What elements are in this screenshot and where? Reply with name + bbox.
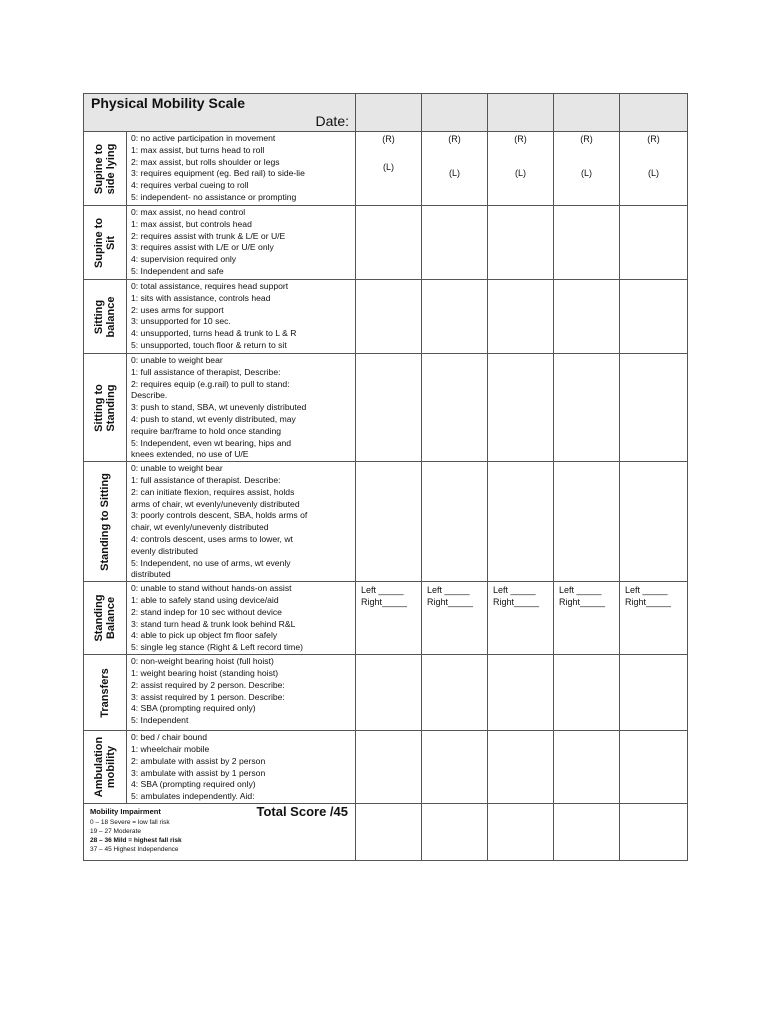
section-row [84, 132, 688, 206]
section-label [93, 384, 117, 432]
criteria-item: 3: assist required by 1 person. Describe: [131, 691, 285, 702]
criteria-item: 1: max assist, but controls head [131, 218, 252, 229]
section-label [99, 668, 111, 718]
criteria-item: 2: ambulate with assist by 2 person [131, 755, 266, 766]
legend-row: 28 – 36 Mild = highest fall risk [90, 836, 182, 844]
criteria-item: 5: Independent and safe [131, 265, 224, 276]
section-label-line: Sitting to [93, 383, 105, 432]
right-marker: (R) [382, 134, 395, 144]
section-label-cell [84, 582, 127, 655]
section-label-cell [84, 206, 127, 280]
section-label-cell [84, 731, 127, 804]
score-cell[interactable] [620, 354, 688, 462]
legend-row: 37 – 45 Highest Independence [90, 845, 179, 853]
score-cell[interactable] [488, 132, 554, 206]
total-score-cell[interactable] [620, 803, 688, 860]
section-row [84, 731, 688, 804]
score-cell[interactable] [422, 462, 488, 582]
criteria-item: 3: requires equipment (eg. Bed rail) to side-lie [131, 168, 305, 179]
score-cell[interactable] [488, 582, 554, 655]
form-title: Physical Mobility Scale [91, 95, 246, 111]
score-cell[interactable] [356, 582, 422, 655]
right-marker: (R) [647, 134, 660, 144]
criteria-item: 1: full assistance of therapist, Describe: [131, 366, 281, 377]
criteria-item: 4: requires verbal cueing to roll [131, 180, 249, 191]
criteria-item: 1: able to safely stand using device/aid [131, 594, 279, 605]
section-label-cell [84, 655, 127, 731]
section-label-cell [84, 132, 127, 206]
criteria-item: 2: max assist, but rolls shoulder or legs [131, 156, 280, 167]
right-marker: (R) [580, 134, 593, 144]
score-cell[interactable] [422, 731, 488, 804]
criteria-list [127, 354, 356, 462]
criteria-item: 5: independent- no assistance or prompting [131, 191, 297, 202]
score-cell[interactable] [554, 582, 620, 655]
section-label-line: Ambulation [93, 736, 105, 798]
criteria-item: 3: push to stand, SBA, wt unevenly distributed [131, 402, 307, 413]
criteria-item: distributed [131, 569, 171, 580]
score-cell[interactable] [422, 655, 488, 731]
criteria-item: 3: stand turn head & trunk look behind R&L [131, 618, 296, 629]
score-cell[interactable] [356, 280, 422, 354]
criteria-item: 4: SBA (prompting required only) [131, 779, 256, 790]
score-cell[interactable] [554, 280, 620, 354]
left-marker: (L) [648, 168, 659, 178]
criteria-list [127, 462, 356, 582]
criteria-item: 5: unsupported, touch floor & return to sit [131, 339, 287, 350]
section-row [84, 655, 688, 731]
total-score-label: Total Score /45 [256, 803, 348, 819]
right-field[interactable]: Right_____ [427, 597, 474, 608]
section-label-line: balance [105, 296, 117, 337]
right-field[interactable]: Right_____ [493, 597, 540, 608]
score-cell[interactable] [620, 582, 688, 655]
criteria-list [127, 206, 356, 280]
criteria-item: 1: wheelchair mobile [131, 743, 210, 754]
criteria-item: 0: unable to weight bear [131, 355, 223, 365]
criteria-item: 4: SBA (prompting required only) [131, 703, 256, 714]
criteria-item: 3: unsupported for 10 sec. [131, 316, 231, 327]
section-label-line: Supine to [93, 217, 105, 268]
section-row [84, 206, 688, 280]
section-row [84, 582, 688, 655]
criteria-item: 0: max assist, no head control [131, 207, 246, 217]
section-label-cell [84, 462, 127, 582]
right-field[interactable]: Right_____ [361, 597, 408, 608]
section-label-line: side lying [105, 143, 117, 194]
legend-row: 0 – 18 Severe = low fall risk [90, 818, 170, 826]
section-label [93, 595, 117, 642]
score-cell[interactable] [620, 462, 688, 582]
section-label-cell [84, 354, 127, 462]
criteria-item: 0: unable to stand without hands-on assist [131, 583, 292, 594]
criteria-item: 3: ambulate with assist by 1 person [131, 767, 266, 778]
date-column-1[interactable] [356, 94, 422, 132]
right-marker: (R) [514, 134, 527, 144]
legend-title: Mobility Impairment [90, 806, 161, 816]
score-cell[interactable] [422, 354, 488, 462]
left-marker: (L) [383, 162, 394, 172]
score-cell[interactable] [488, 280, 554, 354]
criteria-item: 2: stand indep for 10 sec without device [131, 606, 282, 617]
score-cell[interactable] [620, 655, 688, 731]
criteria-list [127, 582, 356, 655]
score-cell[interactable] [554, 206, 620, 280]
score-cell[interactable] [356, 132, 422, 206]
section-label-line: Sit [105, 235, 117, 250]
total-score-cell[interactable] [422, 803, 488, 860]
left-field[interactable]: Left _____ [559, 585, 602, 596]
criteria-item: Describe. [131, 390, 168, 401]
score-cell[interactable] [422, 280, 488, 354]
score-cell[interactable] [554, 731, 620, 804]
left-field[interactable]: Left _____ [361, 585, 404, 596]
criteria-item: 1: full assistance of therapist. Describe: [131, 474, 281, 485]
section-label [93, 217, 117, 267]
criteria-item: 5: Independent, even wt bearing, hips and [131, 437, 292, 448]
criteria-item: 5: single leg stance (Right & Left record time) [131, 642, 303, 653]
date-column-3[interactable] [488, 94, 554, 132]
section-label-line: Balance [105, 597, 117, 640]
criteria-item: 4: controls descent, uses arms to lower, wt [131, 533, 293, 544]
criteria-item: 5: ambulates independently. Aid: [131, 791, 255, 802]
left-field[interactable]: Left _____ [493, 585, 536, 596]
score-cell[interactable] [356, 462, 422, 582]
left-marker: (L) [515, 168, 526, 178]
date-label: Date: [315, 113, 349, 129]
criteria-item: 5: Independent [131, 715, 189, 726]
footer-cell [84, 803, 356, 860]
criteria-item: 5: Independent, no use of arms, wt evenly [131, 557, 291, 568]
criteria-item: chair, wt evenly/unevenly distributed [131, 522, 269, 533]
score-cell[interactable] [488, 655, 554, 731]
criteria-item: 2: uses arms for support [131, 304, 224, 315]
score-cell[interactable] [620, 280, 688, 354]
left-field[interactable]: Left _____ [625, 585, 668, 596]
criteria-item: 2: assist required by 2 person. Describe: [131, 679, 285, 690]
section-label-line: mobility [105, 745, 117, 789]
score-cell[interactable] [422, 132, 488, 206]
legend-row: 19 – 27 Moderate [90, 827, 141, 835]
criteria-list [127, 132, 356, 206]
section-label [99, 473, 111, 571]
criteria-item: 1: weight bearing hoist (standing hoist) [131, 667, 279, 678]
date-column-5[interactable] [620, 94, 688, 132]
criteria-item: 4: unsupported, turns head & trunk to L & R [131, 328, 297, 339]
left-marker: (L) [581, 168, 592, 178]
score-cell[interactable] [356, 354, 422, 462]
criteria-item: 2: requires assist with trunk & L/E or U/E [131, 230, 286, 241]
score-cell[interactable] [488, 354, 554, 462]
score-cell[interactable] [356, 731, 422, 804]
criteria-item: 1: max assist, but turns head to roll [131, 144, 265, 155]
section-row [84, 354, 688, 462]
criteria-item: 0: bed / chair bound [131, 732, 207, 743]
score-cell[interactable] [356, 655, 422, 731]
header-cell [84, 94, 356, 132]
criteria-item: 0: unable to weight bear [131, 463, 223, 474]
criteria-item: 3: poorly controls descent, SBA, holds arms of [131, 510, 308, 521]
score-cell[interactable] [422, 206, 488, 280]
criteria-list [127, 731, 356, 804]
score-cell[interactable] [620, 132, 688, 206]
section-label-line: Sitting [93, 299, 105, 334]
section-label [93, 737, 117, 798]
criteria-item: arms of chair, wt evenly/unevenly distributed [131, 498, 300, 509]
score-cell[interactable] [422, 582, 488, 655]
criteria-item: 4: able to pick up object fm floor safely [131, 630, 278, 641]
score-cell[interactable] [554, 354, 620, 462]
section-label-line: Standing [105, 384, 117, 432]
criteria-item: require bar/frame to hold once standing [131, 425, 282, 436]
section-row [84, 462, 688, 582]
left-marker: (L) [449, 168, 460, 178]
date-column-4[interactable] [554, 94, 620, 132]
score-cell[interactable] [488, 731, 554, 804]
criteria-item: 0: no active participation in movement [131, 133, 276, 143]
total-score-cell[interactable] [488, 803, 554, 860]
total-score-cell[interactable] [356, 803, 422, 860]
score-cell[interactable] [488, 462, 554, 582]
section-label-line: Supine to [93, 143, 105, 194]
score-cell[interactable] [554, 132, 620, 206]
right-marker: (R) [448, 134, 461, 144]
section-label-line: Transfers [99, 667, 111, 718]
left-field[interactable]: Left _____ [427, 585, 470, 596]
criteria-item: knees extended, no use of U/E [131, 449, 249, 460]
score-cell[interactable] [488, 206, 554, 280]
criteria-item: 0: non-weight bearing hoist (full hoist) [131, 656, 274, 667]
date-column-2[interactable] [422, 94, 488, 132]
criteria-item: 2: can initiate flexion, requires assist, holds [131, 486, 295, 497]
criteria-item: 1: sits with assistance, controls head [131, 292, 271, 303]
criteria-item: 0: total assistance, requires head support [131, 281, 289, 291]
score-cell[interactable] [356, 206, 422, 280]
score-cell[interactable] [554, 655, 620, 731]
right-field[interactable]: Right_____ [625, 597, 672, 608]
score-cell[interactable] [620, 206, 688, 280]
criteria-list [127, 655, 356, 731]
score-cell[interactable] [620, 731, 688, 804]
criteria-list [127, 280, 356, 354]
section-label-line: Standing to Sitting [99, 472, 111, 571]
section-label [93, 143, 117, 194]
right-field[interactable]: Right_____ [559, 597, 606, 608]
criteria-item: 4: push to stand, wt evenly distributed, may [131, 413, 296, 424]
criteria-item: 2: requires equip (e.g.rail) to pull to stand: [131, 378, 290, 389]
criteria-item: 3: requires assist with L/E or U/E only [131, 242, 274, 253]
section-row [84, 280, 688, 354]
criteria-item: 4: supervision required only [131, 254, 237, 265]
section-label-line: Standing [93, 594, 105, 642]
section-label [93, 296, 117, 337]
criteria-item: evenly distributed [131, 545, 198, 556]
mobility-scale-table [83, 93, 688, 861]
score-cell[interactable] [554, 462, 620, 582]
total-score-cell[interactable] [554, 803, 620, 860]
section-label-cell [84, 280, 127, 354]
